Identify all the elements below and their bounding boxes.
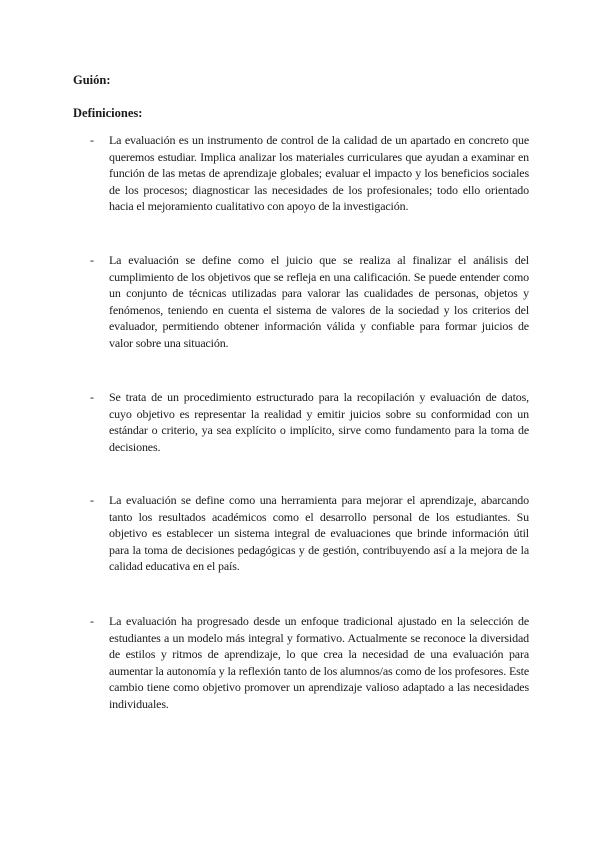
guion-heading: Guión: [73, 73, 111, 87]
definition-paragraph: Se trata de un procedimiento estructurado para la recopilación y evaluación de datos, cuyo objetivo es representar la realidad y emitir juicios sobre su conformidad con un estándar o criterio, ya sea explícito o implícito, sirve como fundamento para la toma de decisiones. [109, 390, 529, 454]
definition-paragraph: La evaluación se define como el juicio que se realiza al finalizar el análisis del cumplimiento de los objetivos que se refleja en una calificación. Se puede entender como un conjunto de técnicas utilizadas para valorar las cualidades de personas, objetos y fenómenos, teniendo en cuenta el sistema de valores de la sociedad y los criterios del evaluador, permitiendo obtener información válida y confiable para formar juicios de valor sobre una situación. [109, 253, 529, 350]
definition-paragraph: La evaluación ha progresado desde un enfoque tradicional ajustado en la selección de estudiantes a un modelo más integral y formativo. Actualmente se reconoce la diversidad de estilos y ritmos de aprendizaje, lo que crea la necesidad de una evaluación para aumentar la autonomía y la reflexión tanto de los alumnos/as como de los profesores. Este cambio tiene como objetivo promover un aprendizaje valioso adaptado a las necesidades individuales. [109, 614, 529, 711]
bullet-dash: - [90, 133, 94, 147]
bullet-dash: - [90, 390, 94, 404]
definiciones-heading: Definiciones: [73, 106, 143, 120]
bullet-dash: - [90, 614, 94, 628]
definition-paragraph: La evaluación se define como una herramienta para mejorar el aprendizaje, abarcando tanto los resultados académicos como el desarrollo personal de los estudiantes. Su objetivo es establecer un sistema integral de evaluaciones que brinde información útil para la toma de decisiones pedagógicas y de gestión, contribuyendo así a la mejora de la calidad educativa en el país. [109, 493, 529, 574]
definition-paragraph: La evaluación es un instrumento de control de la calidad de un apartado en concreto que queremos estudiar. Implica analizar los materiales curriculares que ayudan a examinar en función de las metas de aprendizaje globales; evaluar el impacto y los beneficios sociales de los procesos; diagnosticar las necesidades de los profesionales; todo ello orientado hacia el mejoramiento cualitativo con apoyo de la investigación. [109, 133, 529, 214]
bullet-dash: - [90, 493, 94, 507]
bullet-dash: - [90, 253, 94, 267]
